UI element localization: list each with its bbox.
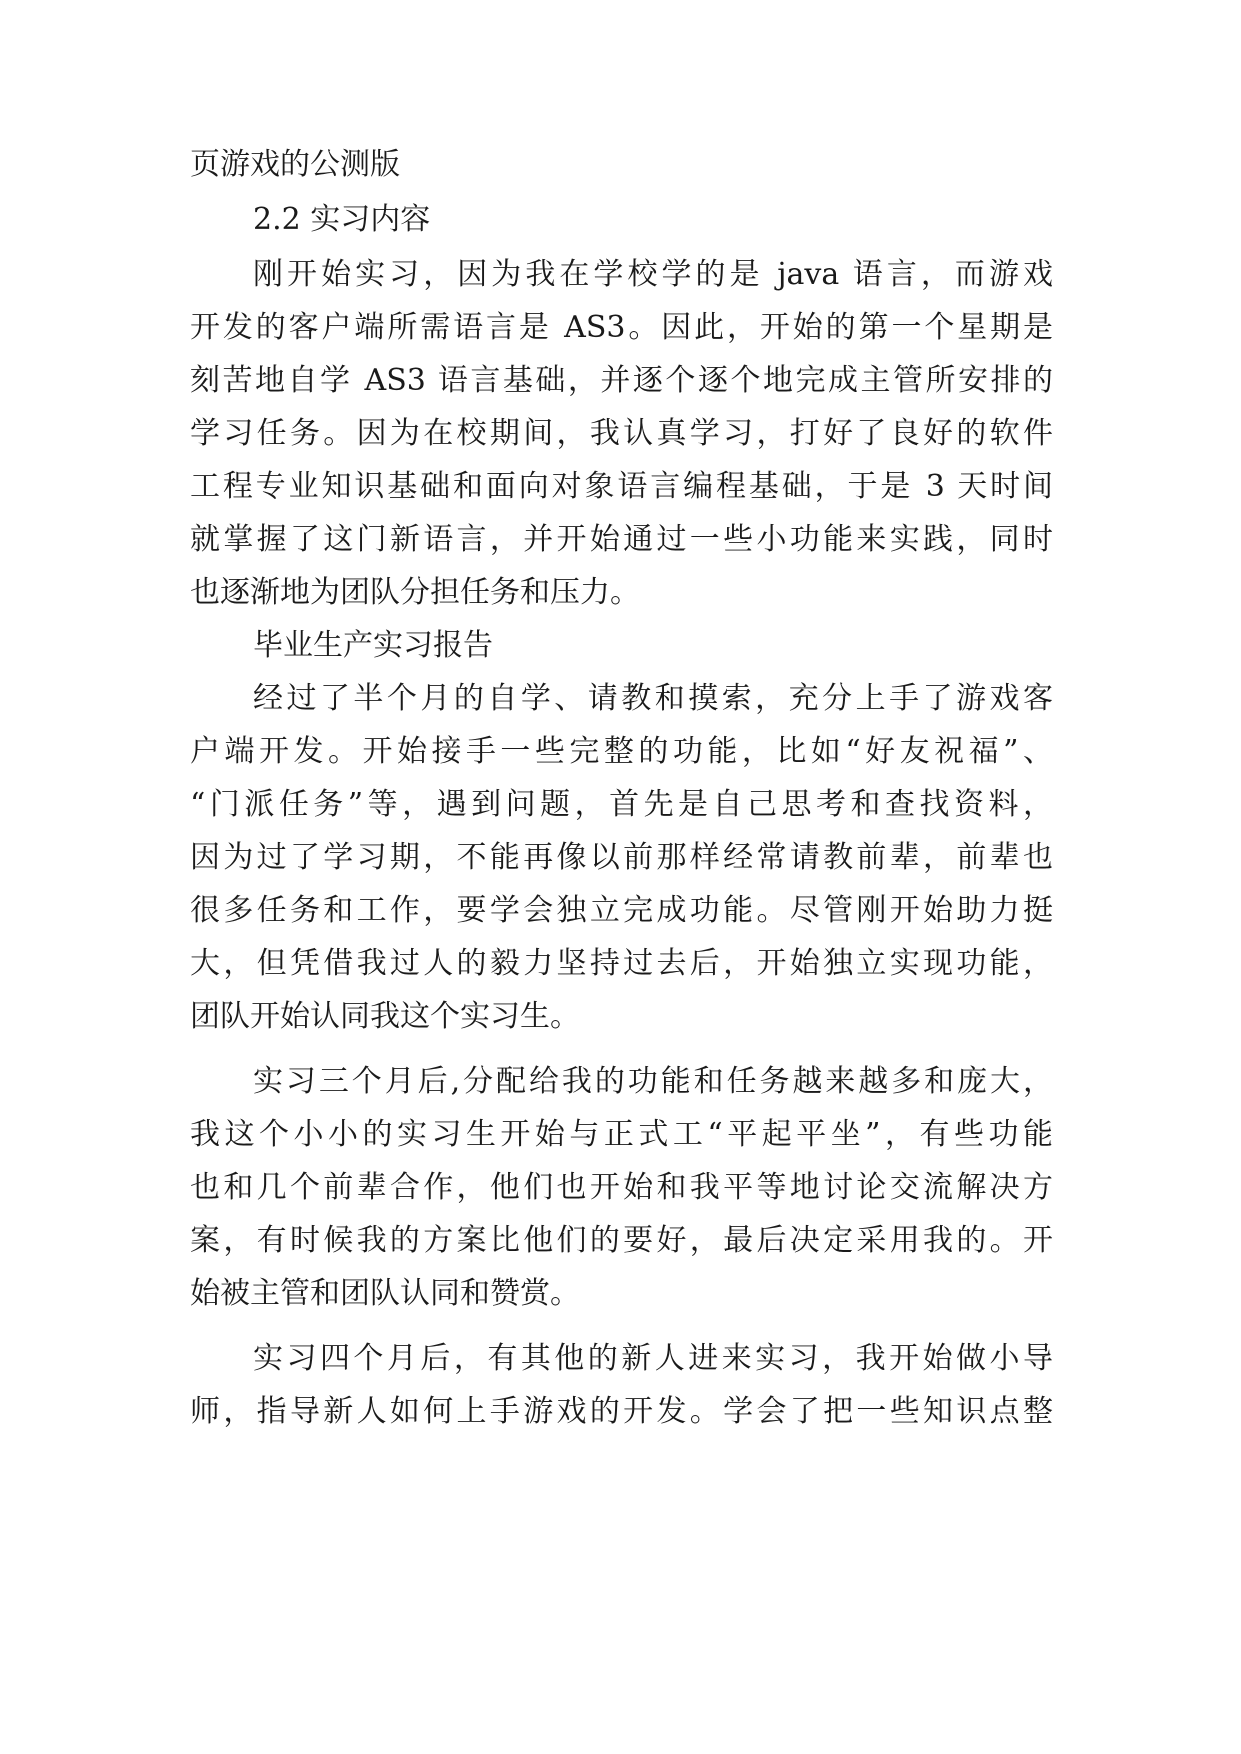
text-line: 工程专业知识基础和面向对象语言编程基础，于是 3 天时间 [190,469,1053,504]
section-heading: 2.2 实习内容 [253,202,431,237]
text-line: 刻苦地自学 AS3 语言基础，并逐个逐个地完成主管所安排的 [190,363,1053,398]
text-line: 因为过了学习期，不能再像以前那样经常请教前辈，前辈也 [190,840,1053,875]
text-line: “门派任务”等，遇到问题，首先是自己思考和查找资料， [190,787,1053,822]
text-line: 开发的客户端所需语言是 AS3。因此，开始的第一个星期是 [190,310,1053,345]
text-line: 经过了半个月的自学、请教和摸索，充分上手了游戏客 [253,681,1053,716]
text-line: 也逐渐地为团队分担任务和压力。 [190,575,640,610]
text-line: 就掌握了这门新语言，并开始通过一些小功能来实践，同时 [190,522,1053,557]
text-line: 案，有时候我的方案比他们的要好，最后决定采用我的。开 [190,1223,1053,1258]
text-line: 学习任务。因为在校期间，我认真学习，打好了良好的软件 [190,416,1053,451]
text-line: 大，但凭借我过人的毅力坚持过去后，开始独立实现功能， [190,946,1053,981]
text-line: 实习三个月后,分配给我的功能和任务越来越多和庞大， [253,1064,1053,1099]
text-line: 户端开发。开始接手一些完整的功能，比如“好友祝福”、 [190,734,1053,769]
text-line: 师，指导新人如何上手游戏的开发。学会了把一些知识点整 [190,1394,1053,1429]
text-line: 刚开始实习，因为我在学校学的是 java 语言，而游戏 [253,257,1053,292]
text-line: 很多任务和工作，要学会独立完成功能。尽管刚开始助力挺 [190,893,1053,928]
text-line: 页游戏的公测版 [190,147,400,182]
text-line: 团队开始认同我这个实习生。 [190,999,580,1034]
text-line: 也和几个前辈合作，他们也开始和我平等地讨论交流解决方 [190,1170,1053,1205]
section-heading: 毕业生产实习报告 [253,628,493,663]
text-line: 始被主管和团队认同和赞赏。 [190,1276,580,1311]
text-line: 我这个小小的实习生开始与正式工“平起平坐”，有些功能 [190,1117,1053,1152]
text-line: 实习四个月后，有其他的新人进来实习，我开始做小导 [253,1341,1053,1376]
